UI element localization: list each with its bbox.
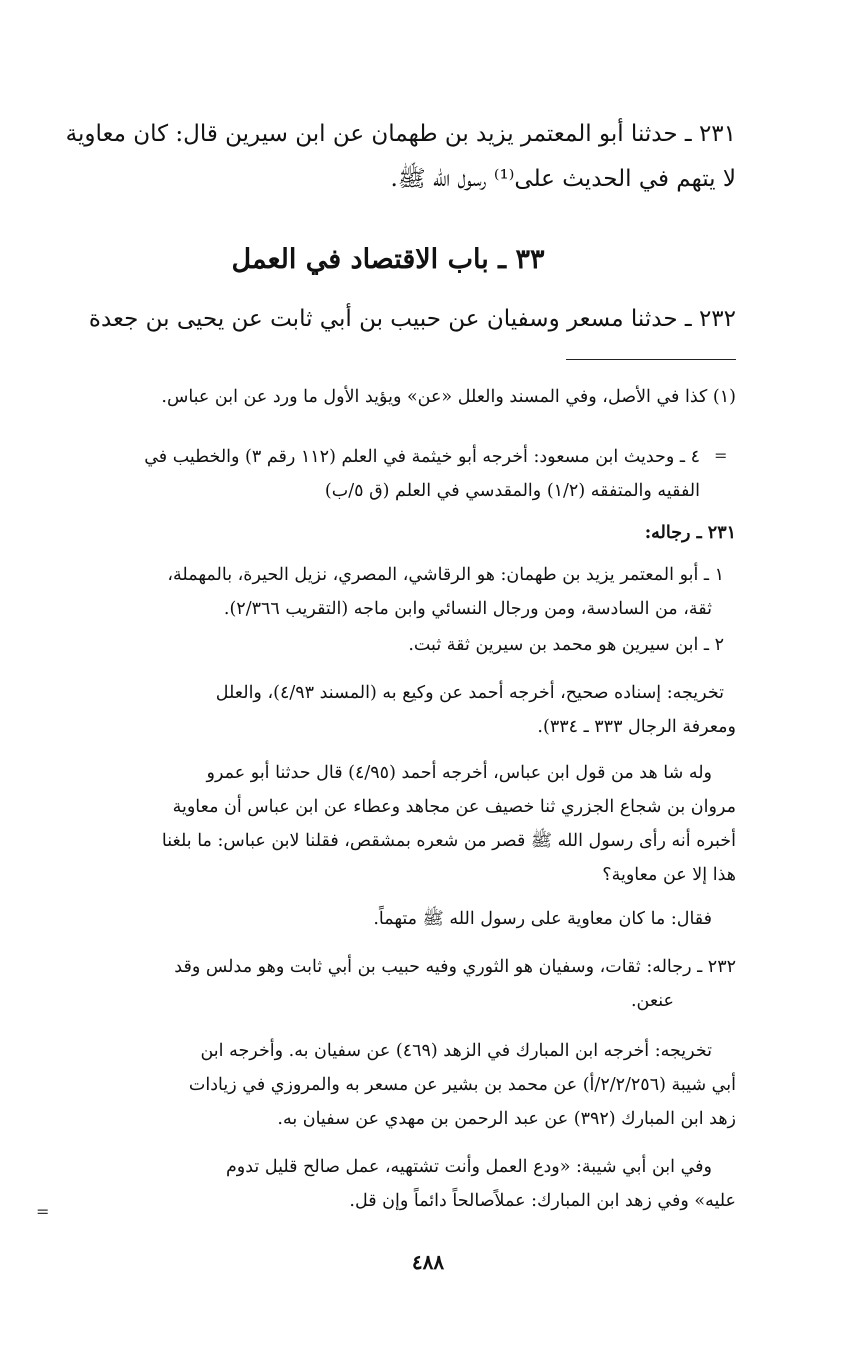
continued-marker: = [714, 446, 728, 465]
note-232-rijal [40, 950, 736, 1018]
note-231-qal [40, 902, 736, 936]
previous-note [40, 440, 700, 508]
note-232-abi-shayba [40, 1150, 736, 1218]
hadith-232 [40, 297, 736, 342]
note-231-shahid-line-2: مروان بن شجاع الجزري ثنا خصيف عن مجاهد وعطاء عن ابن عباس أن معاوية [172, 797, 736, 817]
note-231-takhrij [40, 676, 736, 744]
trailing-marker: = [36, 1202, 50, 1221]
note-232-abi-shayba-line-1: وفي ابن أبي شيبة: «ودع العمل وأنت تشتهيه، عمل صالح قليل تدوم [225, 1157, 712, 1177]
hadith-232-line-1: ٢٣٢ ـ حدثنا مسعر وسفيان عن حبيب بن أبي ثابت عن يحيى بن جعدة [88, 306, 736, 332]
note-232-takhrij-line-1: تخريجه: أخرجه ابن المبارك في الزهد (٤٦٩) عن سفيان به. وأخرجه ابن [200, 1041, 712, 1061]
note-231-shahid-line-3: أخبره أنه رأى رسول الله ﷺ قصر من شعره بمشقص، فقلنا لابن عباس: ما بلغنا [161, 831, 736, 851]
note-231-takhrij-line-1: تخريجه: إسناده صحيح، أخرجه أحمد عن وكيع به (المسند ٤/٩٣)، والعلل [215, 683, 724, 703]
hadith-231 [40, 112, 736, 202]
note-232-takhrij-line-3: زهد ابن المبارك (٣٩٢) عن عبد الرحمن بن مهدي عن سفيان به. [277, 1109, 736, 1129]
page-number: ٤٨٨ [411, 1250, 445, 1274]
note-231-title [40, 516, 736, 550]
note-232-rijal-line-1: ٢٣٢ ـ رجاله: ثقات، وسفيان هو الثوري وفيه حبيب بن أبي ثابت وهو مدلس وقد [174, 957, 736, 977]
footnote-1 [40, 380, 736, 414]
note-231-shahid-line-4: هذا إلا عن معاوية؟ [602, 865, 736, 885]
note-231-item-2 [40, 628, 736, 662]
note-232-takhrij-line-2: أبي شيبة (٢/٢/٢٥٦/أ) عن محمد بن بشير عن مسعر به والمروزي في زيادات [188, 1075, 736, 1095]
note-231-item-1 [40, 558, 736, 626]
note-232-takhrij [40, 1034, 736, 1136]
note-232-abi-shayba-line-2: عليه» وفي زهد ابن المبارك: عملاًصالحاً دائماً وإن قل. [349, 1191, 736, 1211]
note-231-title-text: ٢٣١ ـ رجاله: [644, 523, 736, 543]
chapter-heading: ٣٣ ـ باب الاقتصاد في العمل [231, 244, 545, 275]
note-231-takhrij-line-2: ومعرفة الرجال ٣٣٣ ـ ٣٣٤). [537, 717, 736, 737]
note-231-item-1-line-2: ثقة، من السادسة، ومن ورجال النسائي وابن ماجه (التقريب ٢/٣٦٦). [223, 599, 712, 619]
previous-note-line-1: ٤ ـ وحديث ابن مسعود: أخرجه أبو خيثمة في العلم (١١٢ رقم ٣) والخطيب في [144, 447, 700, 467]
note-231-qal-text: فقال: ما كان معاوية على رسول الله ﷺ متهماً. [373, 909, 712, 929]
previous-note-line-2: الفقيه والمتفقه (١/٢) والمقدسي في العلم (ق ٥/ب) [324, 481, 700, 501]
footnote-1-text: (١) كذا في الأصل، وفي المسند والعلل «عن» ويؤيد الأول ما ورد عن ابن عباس. [161, 387, 736, 407]
hadith-231-line-1: ٢٣١ ـ حدثنا أبو المعتمر يزيد بن طهمان عن ابن سيرين قال: كان معاوية [65, 121, 736, 147]
note-231-shahid-line-1: وله شا هد من قول ابن عباس، أخرجه أحمد (٤/٩٥) قال حدثنا أبو عمرو [206, 763, 712, 783]
note-232-rijal-line-2: عنعن. [630, 991, 674, 1011]
note-231-shahid [40, 756, 736, 892]
footnote-separator [566, 359, 736, 360]
hadith-231-line-2: لا يتهم في الحديث على⁽¹⁾ رسول الله ﷺ. [390, 166, 736, 192]
note-231-item-1-line-1: ١ ـ أبو المعتمر يزيد بن طهمان: هو الرقاشي، المصري، نزيل الحيرة، بالمهملة، [167, 565, 724, 585]
note-231-item-2-text: ٢ ـ ابن سيرين هو محمد بن سيرين ثقة ثبت. [408, 635, 724, 655]
